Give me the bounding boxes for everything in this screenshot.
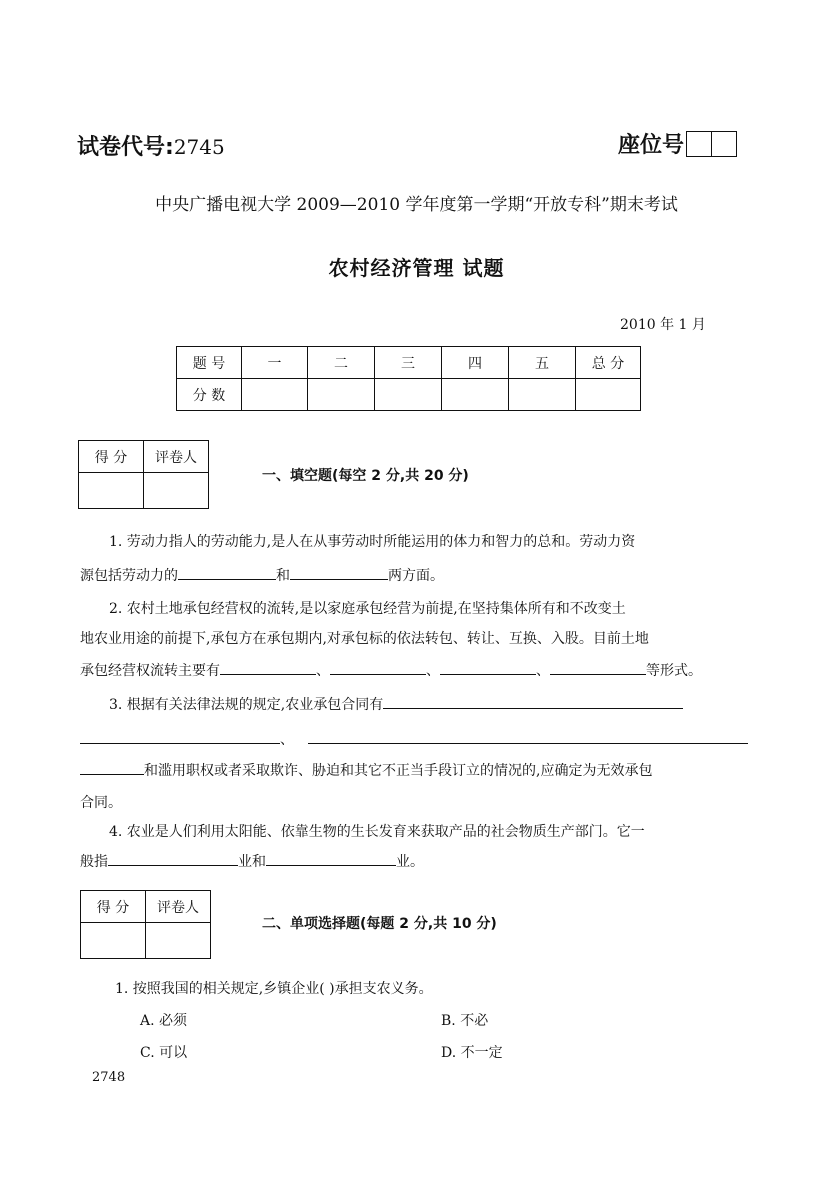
score-cell[interactable] xyxy=(242,379,308,411)
option-c[interactable]: C. 可以 xyxy=(140,1045,188,1061)
answer-blank[interactable] xyxy=(80,729,280,744)
row-label: 题 号 xyxy=(177,347,242,379)
exam-date: 2010 年 1 月 xyxy=(620,317,706,333)
score-label: 得 分 xyxy=(79,441,144,473)
seat-number xyxy=(618,128,735,159)
score-cell[interactable] xyxy=(79,473,144,509)
col-1: 一 xyxy=(242,347,308,379)
mc-q1: 1. 按照我国的相关规定,乡镇企业( )承担支农义务。 xyxy=(115,981,433,997)
option-a[interactable]: A. 必须 xyxy=(140,1013,188,1029)
grader-label: 评卷人 xyxy=(146,891,211,923)
answer-blank[interactable] xyxy=(330,660,426,675)
paper-code-label: 试卷代号: xyxy=(77,135,174,160)
col-3: 三 xyxy=(375,347,442,379)
answer-blank[interactable] xyxy=(308,729,748,744)
row-label: 分 数 xyxy=(177,379,242,411)
q3-line-3: 和滥用职权或者采取欺诈、胁迫和其它不正当手段订立的情况的,应确定为无效承包 xyxy=(80,760,652,780)
paper-code xyxy=(77,130,225,161)
score-table-score-row xyxy=(177,379,641,411)
q4-line-1: 4. 农业是人们利用太阳能、依靠生物的生长发育来获取产品的社会物质生产部门。它一 xyxy=(109,824,645,840)
grader-label: 评卷人 xyxy=(144,441,209,473)
page-title: 农村经济管理 试题 xyxy=(328,256,505,280)
answer-blank[interactable] xyxy=(80,760,144,775)
q1-line-2: 源包括劳动力的 和 两方面。 xyxy=(80,565,444,585)
score-table-header-row xyxy=(177,347,641,379)
score-cell[interactable] xyxy=(308,379,375,411)
section-2-title: 二、单项选择题(每题 2 分,共 10 分) xyxy=(262,916,497,932)
score-cell[interactable] xyxy=(576,379,641,411)
col-4: 四 xyxy=(442,347,509,379)
seat-boxes xyxy=(686,131,735,157)
col-total: 总 分 xyxy=(576,347,641,379)
answer-blank[interactable] xyxy=(220,660,316,675)
answer-blank[interactable] xyxy=(440,660,536,675)
score-label: 得 分 xyxy=(81,891,146,923)
seat-box[interactable] xyxy=(686,131,712,157)
q1-line-1: 1. 劳动力指人的劳动能力,是人在从事劳动时所能运用的体力和智力的总和。劳动力资 xyxy=(109,534,636,550)
grader-cell[interactable] xyxy=(144,473,209,509)
seat-box[interactable] xyxy=(711,131,737,157)
q4-line-2: 般指 业和 业。 xyxy=(80,851,424,871)
answer-blank[interactable] xyxy=(550,660,646,675)
q2-line-3: 承包经营权流转主要有 、 、 、 等形式。 xyxy=(80,660,702,680)
q3-line-1: 3. 根据有关法律法规的规定,农业承包合同有 xyxy=(109,694,683,714)
answer-blank[interactable] xyxy=(266,851,396,866)
score-cell[interactable] xyxy=(442,379,509,411)
grader-box xyxy=(78,440,209,509)
answer-blank[interactable] xyxy=(290,565,388,580)
col-5: 五 xyxy=(509,347,576,379)
exam-line: 中央广播电视大学 2009—2010 学年度第一学期“开放专科”期末考试 xyxy=(155,195,678,215)
q2-line-1: 2. 农村土地承包经营权的流转,是以家庭承包经营为前提,在坚持集体所有和不改变土 xyxy=(109,601,626,617)
seat-label: 座位号 xyxy=(618,133,685,158)
grader-box xyxy=(80,890,211,959)
answer-blank[interactable] xyxy=(383,694,683,709)
score-cell[interactable] xyxy=(509,379,576,411)
col-2: 二 xyxy=(308,347,375,379)
score-cell[interactable] xyxy=(81,923,146,959)
q2-line-2: 地农业用途的前提下,承包方在承包期内,对承包标的依法转包、转让、互换、入股。目前土地 xyxy=(80,631,649,647)
q3-line-4: 合同。 xyxy=(80,795,122,811)
grader-cell[interactable] xyxy=(146,923,211,959)
option-b[interactable]: B. 不必 xyxy=(441,1013,489,1029)
page-number: 2748 xyxy=(92,1070,126,1085)
score-cell[interactable] xyxy=(375,379,442,411)
answer-blank[interactable] xyxy=(108,851,238,866)
paper-code-value: 2745 xyxy=(173,135,225,159)
answer-blank[interactable] xyxy=(178,565,276,580)
q3-line-2: 、 xyxy=(80,729,748,749)
section-1-title: 一、填空题(每空 2 分,共 20 分) xyxy=(262,468,469,484)
option-d[interactable]: D. 不一定 xyxy=(441,1045,503,1061)
score-table xyxy=(176,346,641,411)
